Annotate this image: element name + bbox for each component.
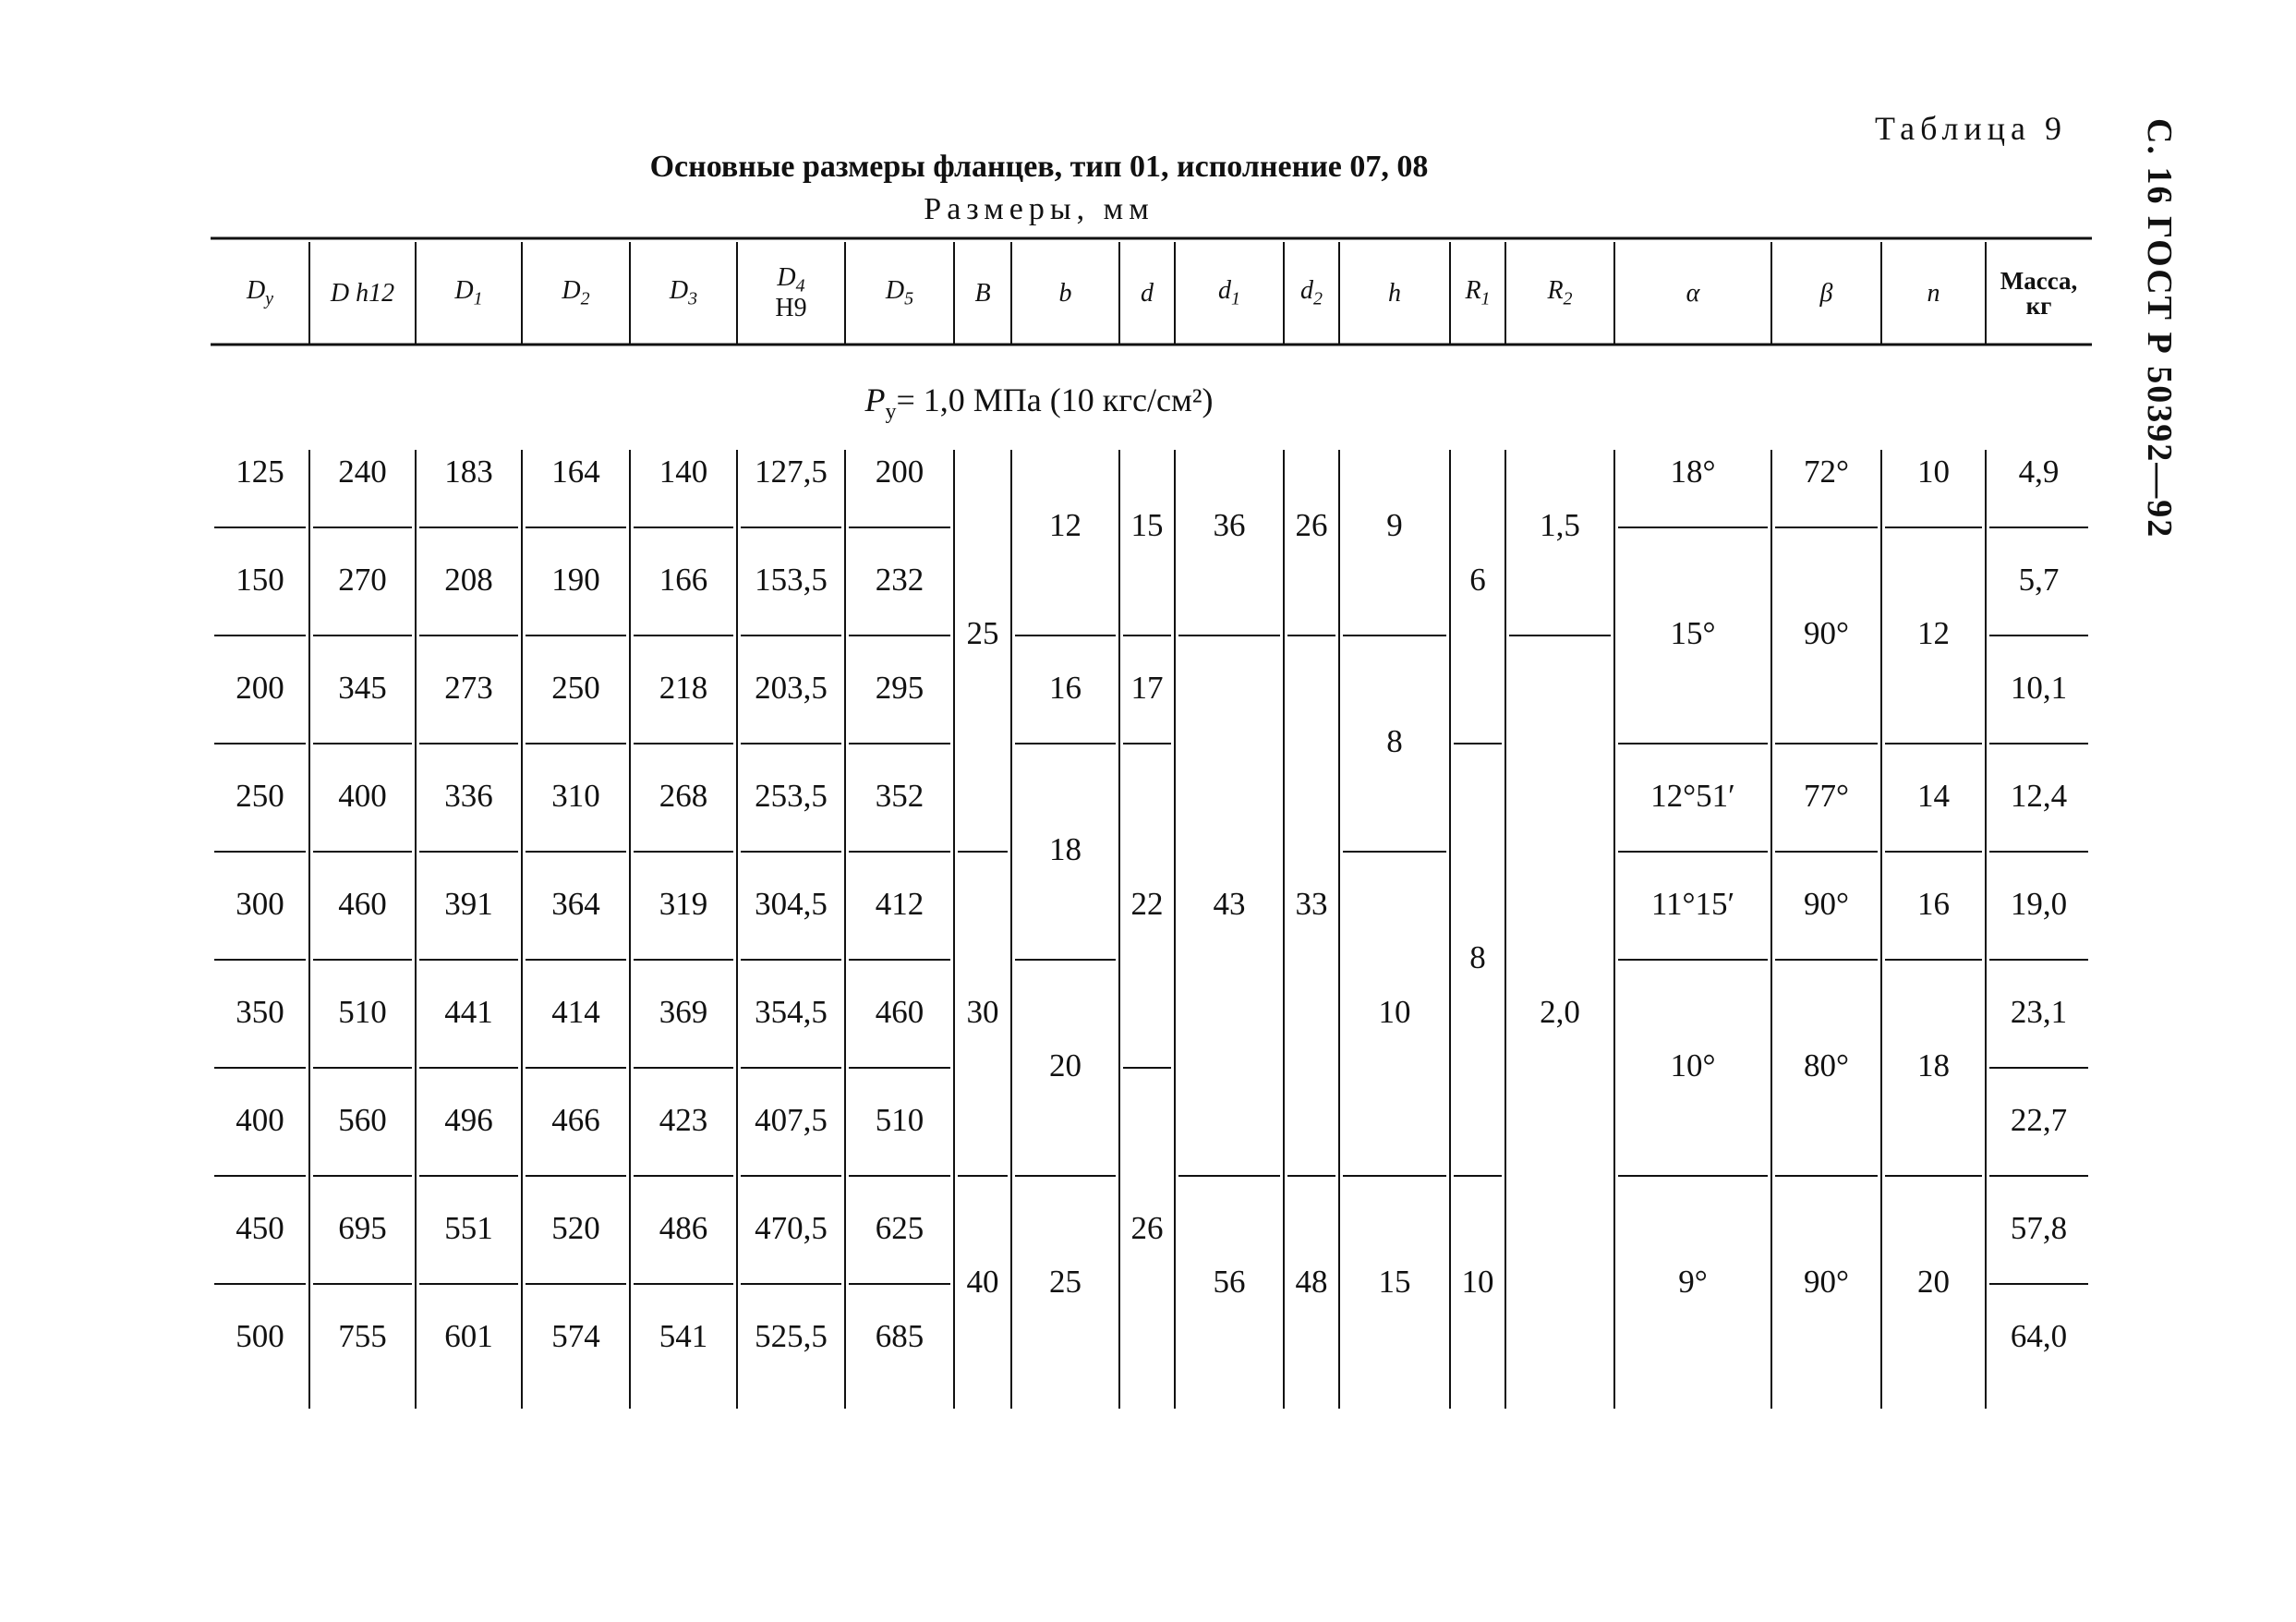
cell-d2: 414 <box>551 993 600 1030</box>
col-header-symbol: α <box>1686 278 1700 308</box>
col-header-label <box>777 265 804 296</box>
cell-dy: 450 <box>236 1209 284 1246</box>
cell-d3: 369 <box>659 993 708 1030</box>
cell-b: 20 <box>1049 1047 1082 1083</box>
cell-d: 460 <box>338 885 387 922</box>
col-header-alpha <box>1614 242 1771 345</box>
cell-n: 10 <box>1917 453 1950 490</box>
cell-d5: 200 <box>875 453 924 490</box>
cell-d4: 153,5 <box>755 561 828 598</box>
cell-b: 40 <box>966 1264 999 1300</box>
cell-h: 15 <box>1378 1264 1411 1300</box>
cell-d1: 601 <box>444 1317 493 1354</box>
cell-d4: 253,5 <box>755 777 828 814</box>
col-header-n <box>1881 242 1986 345</box>
col-header-line2: кг <box>2025 291 2052 320</box>
cell-mass: 12,4 <box>2010 777 2068 814</box>
cell-d1: 391 <box>444 885 493 922</box>
col-header-symbol: d <box>1218 276 1231 306</box>
cell-mass: 64,0 <box>2010 1317 2068 1354</box>
cell-d2: 164 <box>551 453 600 490</box>
col-header-subscript: 2 <box>1313 288 1323 309</box>
col-header-label <box>2000 266 2078 295</box>
col-header-d4 <box>737 242 845 345</box>
col-header-d2 <box>522 242 630 345</box>
cell-d3: 541 <box>659 1317 708 1354</box>
col-header-b <box>1011 242 1119 345</box>
pressure-text: = 1,0 МПа (10 кгс/см²) <box>896 381 1214 418</box>
col-header-label <box>1058 278 1072 308</box>
col-header-label <box>562 278 589 309</box>
cell-mass: 10,1 <box>2010 669 2068 706</box>
col-header-d1 <box>416 242 522 345</box>
cell-d4: 470,5 <box>755 1209 828 1246</box>
table-subtitle: Размеры, мм <box>924 192 1154 226</box>
cell-dy: 150 <box>236 561 284 598</box>
cell-b: 16 <box>1049 669 1082 706</box>
cell-d1: 441 <box>444 993 493 1030</box>
cell-n: 18 <box>1917 1047 1950 1083</box>
cell-d5: 460 <box>875 993 924 1030</box>
col-header-label <box>1300 278 1323 309</box>
cell-mass: 22,7 <box>2010 1101 2068 1138</box>
col-header-label <box>974 278 991 308</box>
col-header-label <box>1465 278 1490 309</box>
col-header-label <box>1819 278 1833 308</box>
cell-dy: 300 <box>236 885 284 922</box>
col-header-symbol: β <box>1819 278 1833 308</box>
col-header-d <box>1119 242 1175 345</box>
cell-r1: 6 <box>1469 561 1486 598</box>
cell-d3: 423 <box>659 1101 708 1138</box>
col-header-r2 <box>1505 242 1614 345</box>
cell-d5: 232 <box>875 561 924 598</box>
cell-alpha: 18° <box>1670 453 1716 490</box>
cell-d: 15 <box>1130 507 1164 543</box>
cell-d4: 407,5 <box>755 1101 828 1138</box>
cell-d2: 33 <box>1295 885 1328 922</box>
col-header-symbol: D <box>562 276 581 306</box>
cell-d2: 26 <box>1295 507 1328 543</box>
col-header-subscript: 2 <box>580 288 590 309</box>
col-header-d1 <box>1175 242 1284 345</box>
cell-d: 400 <box>338 777 387 814</box>
cell-d2: 520 <box>551 1209 600 1246</box>
cell-r2: 1,5 <box>1540 507 1580 543</box>
col-header-subscript: 4 <box>795 275 805 297</box>
cell-d1: 208 <box>444 561 493 598</box>
cell-d4: 127,5 <box>755 453 828 490</box>
col-header-label <box>670 278 697 309</box>
cell-mass: 4,9 <box>2018 453 2060 490</box>
pressure-subscript: у <box>885 400 897 425</box>
col-header-symbol: B <box>974 278 991 308</box>
cell-dy: 125 <box>236 453 284 490</box>
cell-b: 25 <box>1049 1264 1082 1300</box>
cell-d: 345 <box>338 669 387 706</box>
cell-b: 18 <box>1049 831 1082 867</box>
col-header-label <box>1686 278 1700 308</box>
col-header-label <box>330 278 395 308</box>
cell-d1: 43 <box>1213 885 1246 922</box>
cell-alpha: 15° <box>1670 615 1716 651</box>
cell-d2: 364 <box>551 885 600 922</box>
cell-n: 14 <box>1917 777 1950 814</box>
col-header-subscript: 1 <box>473 288 483 309</box>
cell-dy: 400 <box>236 1101 284 1138</box>
cell-d3: 218 <box>659 669 708 706</box>
col-header-symbol: d <box>1141 278 1154 308</box>
col-header-symbol: d <box>1300 276 1313 306</box>
cell-d: 270 <box>338 561 387 598</box>
cell-d4: 354,5 <box>755 993 828 1030</box>
col-header-subscript: 2 <box>1563 288 1573 309</box>
col-header-symbol: D <box>777 263 796 293</box>
cell-d1: 36 <box>1213 507 1246 543</box>
col-header-subscript: у <box>265 288 274 309</box>
cell-alpha: 11°15′ <box>1650 885 1735 922</box>
cell-mass: 5,7 <box>2018 561 2060 598</box>
cell-d3: 319 <box>659 885 708 922</box>
cell-d: 17 <box>1130 669 1164 706</box>
cell-d4: 304,5 <box>755 885 828 922</box>
col-header-symbol: b <box>1058 278 1072 308</box>
cell-beta: 90° <box>1804 885 1849 922</box>
cell-d: 240 <box>338 453 387 490</box>
cell-d5: 295 <box>875 669 924 706</box>
col-header-label <box>1388 278 1401 308</box>
col-header-subscript: 5 <box>904 288 914 309</box>
cell-d1: 551 <box>444 1209 493 1246</box>
cell-d: 755 <box>338 1317 387 1354</box>
cell-d3: 268 <box>659 777 708 814</box>
pressure-symbol: P <box>864 381 886 418</box>
col-header-symbol: Масса, <box>2000 266 2078 295</box>
cell-d2: 48 <box>1295 1264 1328 1300</box>
col-header-symbol: D <box>246 276 266 306</box>
col-header-dy <box>211 242 309 345</box>
col-header-symbol: D <box>885 276 905 306</box>
col-header-symbol: D h12 <box>330 278 395 308</box>
cell-d3: 486 <box>659 1209 708 1246</box>
col-header-label <box>886 278 913 309</box>
cell-d5: 352 <box>875 777 924 814</box>
cell-d: 22 <box>1130 885 1164 922</box>
cell-beta: 90° <box>1804 1264 1849 1300</box>
col-header-symbol: D <box>454 276 474 306</box>
cell-d2: 190 <box>551 561 600 598</box>
cell-r1: 8 <box>1469 939 1486 975</box>
col-header-r1 <box>1450 242 1505 345</box>
cell-r2: 2,0 <box>1540 993 1580 1030</box>
col-header-mass <box>1986 242 2092 345</box>
cell-d4: 525,5 <box>755 1317 828 1354</box>
col-header-beta <box>1771 242 1881 345</box>
cell-d5: 412 <box>875 885 924 922</box>
cell-n: 20 <box>1917 1264 1950 1300</box>
cell-d: 510 <box>338 993 387 1030</box>
col-header-symbol: h <box>1388 278 1401 308</box>
cell-dy: 200 <box>236 669 284 706</box>
cell-d5: 625 <box>875 1209 924 1246</box>
cell-b: 12 <box>1049 507 1082 543</box>
cell-b: 25 <box>966 615 999 651</box>
side-header-text: С. 16 ГОСТ Р 50392—92 <box>2140 118 2179 539</box>
cell-d1: 273 <box>444 669 493 706</box>
col-header-symbol: R <box>1547 276 1564 306</box>
cell-h: 10 <box>1378 993 1411 1030</box>
cell-d2: 250 <box>551 669 600 706</box>
cell-dy: 500 <box>236 1317 284 1354</box>
col-header-symbol: R <box>1465 276 1481 306</box>
cell-beta: 72° <box>1804 453 1849 490</box>
cell-d: 26 <box>1130 1209 1164 1246</box>
col-header-label <box>1547 278 1572 309</box>
cell-n: 12 <box>1917 615 1950 651</box>
cell-d4: 203,5 <box>755 669 828 706</box>
col-header-label <box>247 278 273 309</box>
col-header-line2: H9 <box>775 293 807 322</box>
col-header-symbol: D <box>669 276 689 306</box>
cell-d5: 510 <box>875 1101 924 1138</box>
cell-d1: 336 <box>444 777 493 814</box>
cell-alpha: 9° <box>1678 1264 1708 1300</box>
col-header-label <box>1927 278 1940 308</box>
cell-d2: 466 <box>551 1101 600 1138</box>
cell-d1: 183 <box>444 453 493 490</box>
col-header-d2 <box>1284 242 1339 345</box>
col-header-subscript: 1 <box>1231 288 1240 309</box>
cell-d1: 56 <box>1213 1264 1246 1300</box>
col-header-d3 <box>630 242 737 345</box>
cell-mass: 57,8 <box>2010 1209 2068 1246</box>
col-header-h <box>1339 242 1450 345</box>
table-title: Основные размеры фланцев, тип 01, исполнение 07, 08 <box>649 150 1429 184</box>
cell-d3: 166 <box>659 561 708 598</box>
col-header-d5 <box>845 242 954 345</box>
cell-dy: 250 <box>236 777 284 814</box>
cell-d: 560 <box>338 1101 387 1138</box>
col-header-subscript: 3 <box>688 288 698 309</box>
cell-d: 695 <box>338 1209 387 1246</box>
cell-alpha: 12°51′ <box>1650 777 1735 814</box>
table-label: Таблица 9 <box>1875 110 2067 147</box>
cell-h: 8 <box>1386 723 1403 759</box>
cell-h: 9 <box>1386 507 1403 543</box>
cell-b: 30 <box>966 993 999 1030</box>
cell-n: 16 <box>1917 885 1950 922</box>
cell-mass: 23,1 <box>2010 993 2068 1030</box>
cell-dy: 350 <box>236 993 284 1030</box>
col-header-d <box>309 242 416 345</box>
cell-alpha: 10° <box>1670 1047 1716 1083</box>
cell-mass: 19,0 <box>2010 885 2068 922</box>
cell-d1: 496 <box>444 1101 493 1138</box>
cell-beta: 80° <box>1804 1047 1849 1083</box>
col-header-label <box>1218 278 1240 309</box>
cell-d2: 574 <box>551 1317 600 1354</box>
col-header-label <box>454 278 482 309</box>
col-header-b <box>954 242 1011 345</box>
cell-beta: 90° <box>1804 615 1849 651</box>
cell-d3: 140 <box>659 453 708 490</box>
cell-r1: 10 <box>1461 1264 1494 1300</box>
col-header-symbol: n <box>1927 278 1940 308</box>
col-header-label <box>1141 278 1154 308</box>
cell-d2: 310 <box>551 777 600 814</box>
col-header-subscript: 1 <box>1480 288 1491 309</box>
cell-beta: 77° <box>1804 777 1849 814</box>
cell-d5: 685 <box>875 1317 924 1354</box>
